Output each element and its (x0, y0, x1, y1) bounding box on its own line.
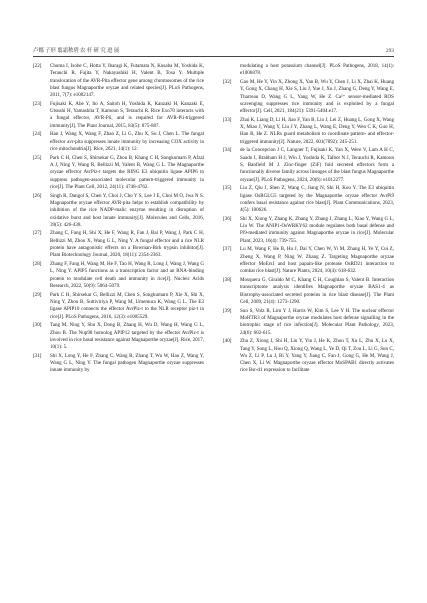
reference-number: [22] (33, 63, 42, 69)
reference-entry (33, 261, 204, 290)
reference-text: Zhang C, Fang H, Shi X, He F, Wang R, Fan J, Bai P, Wang J, Park C H, Bellizzi M, Zhou X, Wang G L, Ning Y. A fungal effector and a rice NLR protein have antagonistic effects on a Bowman-Birk trypsin inhibitor[J]. Plant Biotechnology Journal, 2020, 18(11): 2354-2363. (50, 230, 204, 259)
reference-number: [28] (33, 261, 42, 268)
reference-text: Shi X, Long Y, He F, Zhang C, Wang R, Zhang T, Wu W, Hao Z, Wang Y, Wang G L, Ning Y. The fungal pathogen Magnaporthe oryzae suppresses innate immunity by (50, 352, 204, 374)
reference-number: [33] (223, 116, 232, 123)
reference-entry (223, 79, 394, 115)
reference-text: Zhang F, Fang H, Wang M, He F, Tao H, Wang R, Long J, Wang J, Wang G L, Ning Y. APIP5 functions as a transcription factor and an RNA-binding protein to modulate cell death and immunity in rice[J]. Nucleic Acids Research, 2022, 50(9): 5064-5079. (50, 261, 204, 289)
reference-number: [24] (33, 131, 42, 138)
reference-text: Mosquera G, Giraldo M C, Khang C H, Coughlan S, Valent B. Interaction transcriptome analysis identifies Magnaporthe oryzae BAS1-4 as Biotrophy-associated secreted proteins in rice blast disease[J]. The Plant Cell, 2009, 21(4): 1273-1290. (240, 277, 394, 305)
reference-number: [30] (33, 322, 42, 329)
reference-text: Zhai K, Liang D, Li H, Jiao F, Yan B, Liu J, Lei Z, Huang L, Gong X, Wang X, Miao J, Wang Y, Liu J Y, Zhang L, Wang E, Deng Y, Wen C K, Guo H, Han B, He Z. NLRs guard metabolism to coordinate pattern- and effector-triggered immunity[J]. Nature, 2022, 601(7892): 245-251. (240, 116, 394, 145)
reference-number: [40] (223, 338, 232, 345)
reference-number: [26] (33, 192, 42, 199)
reference-text: Singh R, Dangol S, Chen Y, Choi J, Cho Y S, Lee J E, Choi M O, Jwa N S. Magnaporthe oryzae effector AVR-pita helps to establish compatibility by inhibition of the rice NADP-malic enzyme resulting in disruption of oxidative burst and host innate immunity[J]. Molecules and Cells, 2016, 39(5): 426-438. (50, 192, 204, 228)
reference-entry (223, 216, 394, 245)
reference-number: [37] (223, 246, 232, 253)
right-column (223, 63, 394, 583)
reference-text: Park C H, Shirsekar G, Bellizzi M, Chen S, Songkumarn P, Xie X, Shi X, Ning Y, Zhou B, Suttiviriya P, Wang M, Umemura K, Wang G L. The E3 ligase APIP10 connects the effector AvrPiz-t to the NLR receptor piz-t in rice[J]. PLoS Pathogens, 2016, 12(3): e1005529. (50, 291, 204, 320)
reference-entry (33, 292, 204, 321)
reference-entry (223, 277, 394, 306)
reference-text: Park C H, Chen S, Shirsekar G, Zhou B, Khang C H, Songkumarn P, Afzal A J, Ning Y, Wang R, Bellizzi M, Valent B, Wang G L. The Magnaporthe oryzae effector AvrPiz-t targets the RING E3 ubiquitin ligase APIP6 to suppress pathogen-associated molecular pattern-triggered immunity in rice[J]. The Plant Cell, 2012, 24(11): 4748-4762. (50, 154, 204, 190)
reference-text: Tang M, Ning Y, Shu X, Dong B, Zhang H, Wu D, Wang H, Wang G L, Zhou B. The Nup98 homolog APIP12 targeted by the effector AvrPiz-t is involved in rice basal resistance against Magnaporthe oryzae[J]. Rice, 2017, 10(1): 5. (50, 322, 204, 351)
reference-text: Fujisaki K, Abe Y, Ito A, Saitoh H, Yoshida K, Kanzaki H, Kanzaki E, Utsushi H, Yamashita T, Kamoun S, Terauchi R. Rice Exo70 interacts with a fungal effector, AVR-Pii, and is required for AVR-Pii-triggered immunity[J]. The Plant Journal, 2015, 83(5): 875-887. (50, 100, 204, 129)
reference-entry (223, 117, 394, 146)
reference-entry (223, 338, 394, 374)
reference-text: Chuma I, Isobe C, Hotta Y, Ibaragi K, Futamata N, Kusaba M, Yoshida K, Terauchi R, Fujita Y, Nakayashiki H, Valent B, Tosa Y. Multiple translocation of the AVR-Pita effector gene among chromosomes of the rice blast fungus Magnaporthe oryzae and related species[J]. PLoS Pathogens, 2011, 7(7): e1002147. (50, 63, 204, 99)
reference-number: [29] (33, 291, 42, 298)
reference-continuation: modulating a host potassium channel[J]. PLoS Pathogens, 2018, 14(1): e1006878. (240, 63, 394, 77)
reference-text: de la Concepcion J C, Langner T, Fujisaki K, Yan X, Were V, Lam A H C, Saado I, Brabham H J, Win J, Yoshida K, Talbot N J, Terauchi R, Kamoun S, Banfield M J. Zinc-finger (ZiF) fold secreted effectors form a functionally diverse family across lineages of the blast fungus Magnaporthe oryzae[J]. PLoS Pathogens, 2024, 20(6): e1012277. (240, 147, 394, 183)
reference-number: [38] (223, 277, 232, 284)
reference-entry (223, 308, 394, 337)
reference-entry (223, 147, 394, 183)
reference-text: Shi X, Xiong Y, Zhang K, Zhang Y, Zhang J, Zhang L, Xiao Y, Wang G L, Liu W. The ANIP1-OsWRKY62 module regulates both basal defense and Pi9-mediated immunity against Magnaporthe oryzae in rice[J]. Molecular Plant, 2023, 16(4): 739-755. (240, 215, 394, 244)
reference-entry (33, 63, 204, 99)
reference-text: Lu M, Wang F, He B, Hu J, Dai Y, Chen W, Yi M, Zhang H, Ye Y, Cui Z, Zheng X, Wang P, Ning W, Zhang Z. Targeting Magnaporthe oryzae effector MoErs1 and host papain-like protease OsRD21 interaction to combat rice blast[J]. Nature Plants, 2024, 10(4): 618-632. (240, 246, 394, 275)
reference-entry (33, 322, 204, 351)
reference-number: [27] (33, 230, 42, 237)
reference-entry (33, 193, 204, 229)
reference-number: [32] (223, 78, 232, 85)
reference-text: Zhu Z, Xiong J, Shi H, Liu Y, Yin J, He K, Zhou T, Xu L, Zhu X, Lu X, Tang Y, Song L, Hou Q, Xiong Q, Wang L, Ye D, Qi T, Zou L, Li G, Sun C, Wu Z, Li P, Lu J, Bi Y, Yang Y, Jiang C, Fan J, Gong G, He M, Wang J, Chen X, Li W. Magnaporthe oryzae effector MoSPAB1 directly activates rice Bsr-d1 expression to facilitate (240, 338, 394, 374)
reference-columns (33, 63, 394, 583)
header-rule (33, 56, 394, 57)
reference-text: Liu Z, Qiu J, Shen Z, Wang C, Jiang N, Shi H, Kou Y. The E3 ubiquitin ligase OsRGLG5 targeted by the Magnaporthe oryzae effector AvrPi9 confers basal resistance against rice blast[J]. Plant Communications, 2023, 4(5): 100626. (240, 185, 394, 214)
reference-number: [34] (223, 147, 232, 154)
reference-number: [23] (33, 100, 42, 107)
reference-number: [25] (33, 154, 42, 161)
reference-entry (33, 155, 204, 191)
running-header (33, 46, 394, 54)
reference-entry (33, 230, 204, 259)
header-journal-title: 卢娜 子形 翦霜秾碧 农 杆 研 究 进 展 (33, 48, 120, 54)
reference-number: [36] (223, 215, 232, 222)
left-column (33, 63, 204, 583)
reference-number: [39] (223, 307, 232, 314)
reference-number: [31] (33, 352, 42, 359)
page-number: 293 (385, 48, 394, 54)
reference-text: Gao M, He Y, Yin X, Zhong X, Yan B, Wu Y, Chen J, Li X, Zhai K, Huang Y, Gong X, Chang H, Xie S, Liu J, Yue J, Xu J, Zhang G, Deng Y, Wang E, Tharreau D, Wang G L, Yang W, He Z. Ca²⁺ sensor-mediated ROS scavenging suppresses rice immunity and is exploited by a fungal effector[J]. Cell, 2021, 184(21): 5391-5404.e17. (240, 78, 394, 115)
reference-entry (33, 353, 204, 375)
reference-entry (223, 246, 394, 275)
reference-number: [35] (223, 185, 232, 192)
reference-entry (223, 185, 394, 214)
reference-entry (33, 131, 204, 153)
reference-text: Sun S, Volz R, Lim Y J, Harris W, Kim S, Lee Y H. The nuclear effector MoHTR3 of Magnaporthe oryzae modulates host defense signalling in the biotrophic stage of rice infection[J]. Molecular Plant Pathology, 2023, 24(6): 602-615. (240, 307, 394, 336)
reference-text: Han J, Wang X, Wang F, Zhao Z, Li G, Zhu X, Su J, Chen L. The fungal effector avr-pita suppresses innate immunity by increasing COX activity in rice mitochondria[J]. Rice, 2021, 14(1): 12. (50, 131, 204, 153)
reference-entry (33, 101, 204, 130)
